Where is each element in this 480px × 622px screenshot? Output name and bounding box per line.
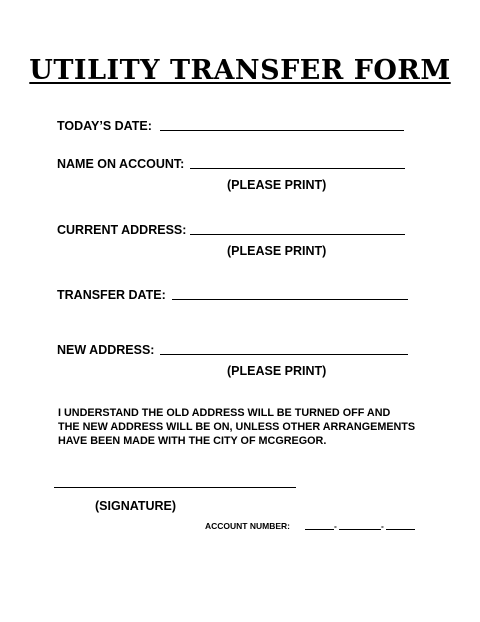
transfer-notice (58, 406, 438, 448)
notice-line: HAVE BEEN MADE WITH THE CITY OF MCGREGOR. (58, 435, 327, 447)
transfer-date-label: TRANSFER DATE: (57, 288, 166, 302)
account-number-part-1[interactable] (305, 529, 334, 530)
signature-label: (SIGNATURE) (95, 499, 177, 513)
current-address-field[interactable] (190, 234, 405, 235)
name-please-print-hint: (PLEASE PRINT) (227, 178, 327, 192)
notice-line: I UNDERSTAND THE OLD ADDRESS WILL BE TURNED OFF AND (58, 407, 391, 419)
current-address-label: CURRENT ADDRESS: (57, 223, 187, 237)
account-number-part-3[interactable] (386, 529, 415, 530)
new-address-field[interactable] (160, 354, 408, 355)
account-number-dash: - (334, 521, 337, 531)
notice-line: THE NEW ADDRESS WILL BE ON, UNLESS OTHER ARRANGEMENTS (58, 421, 416, 433)
form-title-text: UTILITY TRANSFER FORM (29, 55, 451, 86)
current-address-please-print-hint: (PLEASE PRINT) (227, 244, 327, 258)
name-on-account-field[interactable] (190, 168, 405, 169)
todays-date-field[interactable] (160, 130, 404, 131)
todays-date-label: TODAY’S DATE: (57, 119, 152, 133)
signature-field[interactable] (54, 487, 296, 488)
account-number-part-2[interactable] (339, 529, 381, 530)
form-title (0, 54, 480, 88)
new-address-label: NEW ADDRESS: (57, 343, 155, 357)
new-address-please-print-hint: (PLEASE PRINT) (227, 364, 327, 378)
transfer-date-field[interactable] (172, 299, 408, 300)
account-number-dash: - (381, 521, 384, 531)
account-number-label: ACCOUNT NUMBER: (205, 521, 290, 531)
name-on-account-label: NAME ON ACCOUNT: (57, 157, 185, 171)
